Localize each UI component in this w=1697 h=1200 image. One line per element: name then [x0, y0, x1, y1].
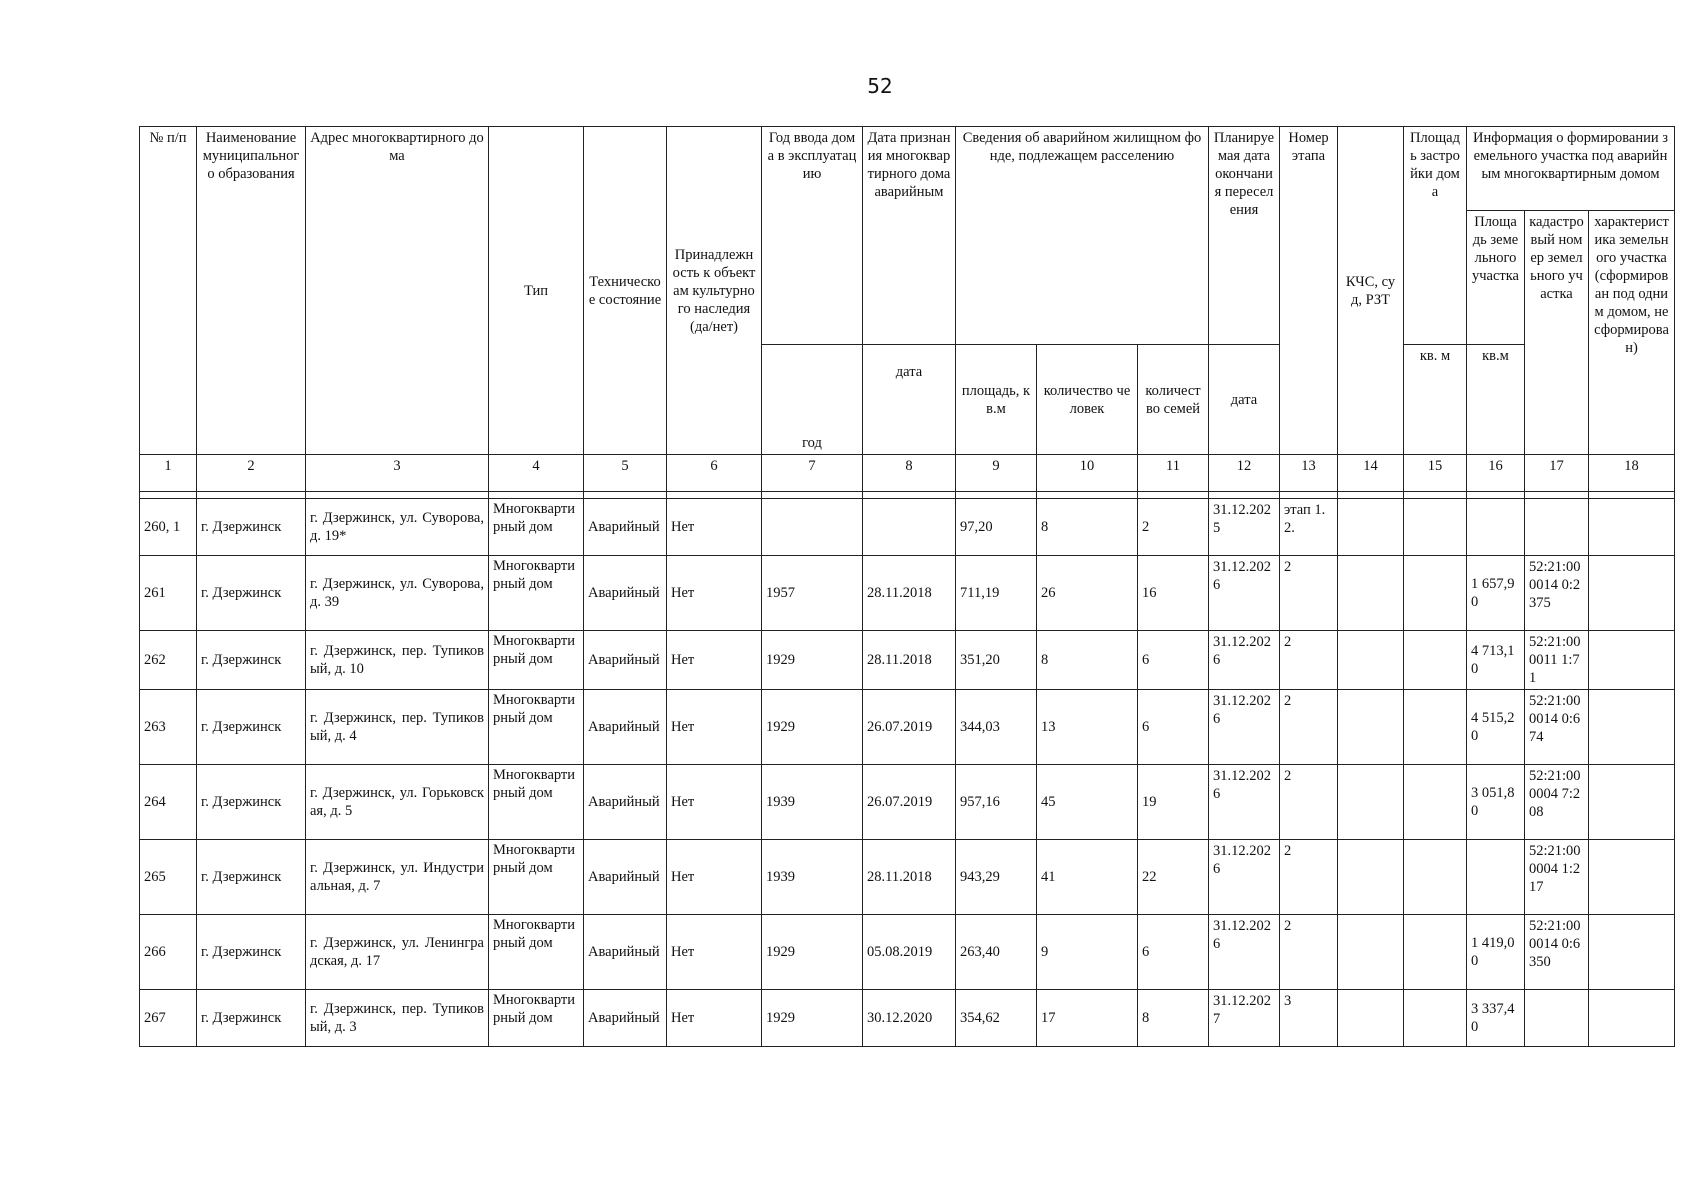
header-emergency-fund: Сведения об аварийном жилищном фонде, подлежащем расселению: [956, 127, 1209, 345]
cell-area: 943,29: [956, 840, 1037, 915]
cell-municipality: г. Дзержинск: [197, 915, 306, 990]
cell-tech-state: Аварийный: [584, 915, 667, 990]
cell-year: 1939: [762, 765, 863, 840]
cell-end-date: 31.12.2026: [1209, 556, 1280, 631]
cell-number: 263: [140, 690, 197, 765]
cell-heritage: Нет: [667, 915, 762, 990]
column-number: 5: [584, 455, 667, 492]
column-number: 2: [197, 455, 306, 492]
header-type: Тип: [489, 127, 584, 455]
cell-stage: этап 1.2.: [1280, 499, 1338, 556]
subheader-people: количество человек: [1037, 345, 1138, 455]
header-kchs: КЧС, суд, РЗТ: [1338, 127, 1404, 455]
cell-area: 351,20: [956, 631, 1037, 690]
cell-heritage: Нет: [667, 631, 762, 690]
cell-number: 260, 1: [140, 499, 197, 556]
subheader-end-date: дата: [1209, 345, 1280, 455]
cell-land-area: [1467, 499, 1525, 556]
header-tech-state: Техническое состояние: [584, 127, 667, 455]
cell-year: 1929: [762, 631, 863, 690]
header-number: № п/п: [140, 127, 197, 455]
cell-municipality: г. Дзержинск: [197, 556, 306, 631]
cell-tech-state: Аварийный: [584, 690, 667, 765]
header-building-area: Площадь застройки дома: [1404, 127, 1467, 345]
header-emergency-date: Дата признания многоквартирного дома аварийным: [863, 127, 956, 345]
cell-land-area: [1467, 840, 1525, 915]
cell-area: 263,40: [956, 915, 1037, 990]
cell-area: 354,62: [956, 990, 1037, 1047]
cell-municipality: г. Дзержинск: [197, 990, 306, 1047]
cell-land-area: 1 419,00: [1467, 915, 1525, 990]
cell-land-area: 3 337,40: [1467, 990, 1525, 1047]
cell-year: 1957: [762, 556, 863, 631]
cell-kchs: [1338, 840, 1404, 915]
header-cadastre: кадастровый номер земельного участка: [1525, 211, 1589, 455]
cell-land-characteristic: [1589, 915, 1675, 990]
cell-end-date: 31.12.2027: [1209, 990, 1280, 1047]
cell-stage: 2: [1280, 631, 1338, 690]
cell-building-area: [1404, 631, 1467, 690]
cell-area: 957,16: [956, 765, 1037, 840]
cell-type: Многоквартирный дом: [489, 631, 584, 690]
cell-emergency-date: 05.08.2019: [863, 915, 956, 990]
cell-land-area: 3 051,80: [1467, 765, 1525, 840]
cell-people: 13: [1037, 690, 1138, 765]
cell-number: 265: [140, 840, 197, 915]
table-row: [140, 840, 1675, 915]
cell-type: Многоквартирный дом: [489, 690, 584, 765]
cell-building-area: [1404, 690, 1467, 765]
cell-land-area: 1 657,90: [1467, 556, 1525, 631]
cell-tech-state: Аварийный: [584, 765, 667, 840]
cell-heritage: Нет: [667, 990, 762, 1047]
cell-cadastre: 52:21:000014 0:2375: [1525, 556, 1589, 631]
header-land-characteristic: характеристика земельного участка (сформирован под одним домом, не сформирован): [1589, 211, 1675, 455]
cell-address: г. Дзержинск, пер. Тупиковый, д. 4: [306, 690, 489, 765]
cell-end-date: 31.12.2026: [1209, 631, 1280, 690]
cell-land-characteristic: [1589, 765, 1675, 840]
cell-building-area: [1404, 915, 1467, 990]
cell-kchs: [1338, 765, 1404, 840]
cell-people: 8: [1037, 631, 1138, 690]
cell-families: 6: [1138, 690, 1209, 765]
subheader-land-area-unit: кв.м: [1467, 345, 1525, 455]
header-address: Адрес многоквартирного дома: [306, 127, 489, 455]
table-row: [140, 765, 1675, 840]
cell-people: 8: [1037, 499, 1138, 556]
cell-people: 45: [1037, 765, 1138, 840]
cell-year: 1939: [762, 840, 863, 915]
cell-number: 264: [140, 765, 197, 840]
cell-year: [762, 499, 863, 556]
subheader-date: дата: [863, 345, 956, 455]
column-number: 1: [140, 455, 197, 492]
header-heritage: Принадлежность к объектам культурного наследия (да/нет): [667, 127, 762, 455]
cell-cadastre: [1525, 990, 1589, 1047]
cell-cadastre: 52:21:000014 0:6350: [1525, 915, 1589, 990]
table-row: [140, 915, 1675, 990]
cell-kchs: [1338, 915, 1404, 990]
column-number: 12: [1209, 455, 1280, 492]
cell-address: г. Дзержинск, ул. Суворова, д. 39: [306, 556, 489, 631]
cell-heritage: Нет: [667, 690, 762, 765]
cell-tech-state: Аварийный: [584, 499, 667, 556]
cell-stage: 2: [1280, 915, 1338, 990]
cell-end-date: 31.12.2025: [1209, 499, 1280, 556]
cell-emergency-date: 28.11.2018: [863, 556, 956, 631]
cell-land-area: 4 713,10: [1467, 631, 1525, 690]
cell-emergency-date: 26.07.2019: [863, 690, 956, 765]
column-numbers-row: [140, 455, 1675, 492]
table-body: [140, 499, 1675, 1047]
cell-municipality: г. Дзержинск: [197, 690, 306, 765]
cell-type: Многоквартирный дом: [489, 915, 584, 990]
cell-families: 2: [1138, 499, 1209, 556]
header-stage: Номер этапа: [1280, 127, 1338, 455]
cell-emergency-date: 26.07.2019: [863, 765, 956, 840]
cell-address: г. Дзержинск, пер. Тупиковый, д. 3: [306, 990, 489, 1047]
column-number: 10: [1037, 455, 1138, 492]
cell-type: Многоквартирный дом: [489, 765, 584, 840]
cell-land-characteristic: [1589, 840, 1675, 915]
column-number: 8: [863, 455, 956, 492]
cell-address: г. Дзержинск, ул. Ленинградская, д. 17: [306, 915, 489, 990]
cell-tech-state: Аварийный: [584, 840, 667, 915]
cell-municipality: г. Дзержинск: [197, 499, 306, 556]
cell-end-date: 31.12.2026: [1209, 765, 1280, 840]
cell-building-area: [1404, 556, 1467, 631]
spacer-row: [140, 492, 1675, 499]
cell-tech-state: Аварийный: [584, 556, 667, 631]
cell-address: г. Дзержинск, ул. Индустриальная, д. 7: [306, 840, 489, 915]
cell-building-area: [1404, 765, 1467, 840]
cell-emergency-date: 28.11.2018: [863, 840, 956, 915]
cell-families: 22: [1138, 840, 1209, 915]
cell-building-area: [1404, 499, 1467, 556]
subheader-families: количество семей: [1138, 345, 1209, 455]
cell-stage: 3: [1280, 990, 1338, 1047]
cell-families: 6: [1138, 915, 1209, 990]
cell-land-characteristic: [1589, 556, 1675, 631]
cell-heritage: Нет: [667, 556, 762, 631]
cell-kchs: [1338, 990, 1404, 1047]
cell-emergency-date: 30.12.2020: [863, 990, 956, 1047]
emergency-housing-table: [139, 126, 1675, 1047]
cell-year: 1929: [762, 915, 863, 990]
cell-emergency-date: 28.11.2018: [863, 631, 956, 690]
cell-kchs: [1338, 556, 1404, 631]
cell-address: г. Дзержинск, пер. Тупиковый, д. 10: [306, 631, 489, 690]
cell-heritage: Нет: [667, 840, 762, 915]
cell-tech-state: Аварийный: [584, 990, 667, 1047]
cell-building-area: [1404, 990, 1467, 1047]
subheader-building-area-unit: кв. м: [1404, 345, 1467, 455]
cell-year: 1929: [762, 690, 863, 765]
cell-area: 711,19: [956, 556, 1037, 631]
cell-people: 17: [1037, 990, 1138, 1047]
cell-cadastre: 52:21:000014 0:674: [1525, 690, 1589, 765]
cell-cadastre: 52:21:000004 1:217: [1525, 840, 1589, 915]
cell-type: Многоквартирный дом: [489, 990, 584, 1047]
cell-type: Многоквартирный дом: [489, 840, 584, 915]
cell-stage: 2: [1280, 556, 1338, 631]
column-number: 13: [1280, 455, 1338, 492]
cell-end-date: 31.12.2026: [1209, 915, 1280, 990]
cell-stage: 2: [1280, 765, 1338, 840]
cell-stage: 2: [1280, 840, 1338, 915]
header-land-area: Площадь земельного участка: [1467, 211, 1525, 345]
cell-area: 97,20: [956, 499, 1037, 556]
page-number: 52: [867, 74, 893, 98]
cell-building-area: [1404, 840, 1467, 915]
cell-address: г. Дзержинск, ул. Горьковская, д. 5: [306, 765, 489, 840]
column-number: 16: [1467, 455, 1525, 492]
cell-municipality: г. Дзержинск: [197, 765, 306, 840]
cell-type: Многоквартирный дом: [489, 499, 584, 556]
column-number: 3: [306, 455, 489, 492]
column-number: 14: [1338, 455, 1404, 492]
cell-cadastre: [1525, 499, 1589, 556]
header-planned-end: Планируемая дата окончания переселения: [1209, 127, 1280, 345]
cell-kchs: [1338, 631, 1404, 690]
cell-heritage: Нет: [667, 499, 762, 556]
column-number: 6: [667, 455, 762, 492]
table-row: [140, 499, 1675, 556]
cell-families: 19: [1138, 765, 1209, 840]
cell-land-characteristic: [1589, 631, 1675, 690]
column-number: 18: [1589, 455, 1675, 492]
cell-area: 344,03: [956, 690, 1037, 765]
cell-land-characteristic: [1589, 990, 1675, 1047]
cell-heritage: Нет: [667, 765, 762, 840]
cell-municipality: г. Дзержинск: [197, 840, 306, 915]
table-row: [140, 556, 1675, 631]
table-row: [140, 990, 1675, 1047]
cell-number: 262: [140, 631, 197, 690]
header-municipality: Наименование муниципального образования: [197, 127, 306, 455]
cell-land-characteristic: [1589, 499, 1675, 556]
cell-people: 26: [1037, 556, 1138, 631]
cell-number: 261: [140, 556, 197, 631]
cell-land-area: 4 515,20: [1467, 690, 1525, 765]
cell-type: Многоквартирный дом: [489, 556, 584, 631]
cell-kchs: [1338, 690, 1404, 765]
cell-families: 8: [1138, 990, 1209, 1047]
column-number: 11: [1138, 455, 1209, 492]
cell-stage: 2: [1280, 690, 1338, 765]
column-number: 7: [762, 455, 863, 492]
column-number: 17: [1525, 455, 1589, 492]
cell-end-date: 31.12.2026: [1209, 690, 1280, 765]
cell-families: 16: [1138, 556, 1209, 631]
table-row: [140, 631, 1675, 690]
cell-cadastre: 52:21:000011 1:71: [1525, 631, 1589, 690]
subheader-year: год: [762, 345, 863, 455]
column-number: 4: [489, 455, 584, 492]
cell-people: 9: [1037, 915, 1138, 990]
table-row: [140, 690, 1675, 765]
cell-tech-state: Аварийный: [584, 631, 667, 690]
cell-municipality: г. Дзержинск: [197, 631, 306, 690]
header-year-commissioned: Год ввода дома в эксплуатацию: [762, 127, 863, 345]
cell-year: 1929: [762, 990, 863, 1047]
header-land-info: Информация о формировании земельного участка под аварийным многоквартирным домом: [1467, 127, 1675, 211]
column-number: 9: [956, 455, 1037, 492]
cell-people: 41: [1037, 840, 1138, 915]
cell-kchs: [1338, 499, 1404, 556]
column-number: 15: [1404, 455, 1467, 492]
cell-families: 6: [1138, 631, 1209, 690]
subheader-area: площадь, кв.м: [956, 345, 1037, 455]
cell-emergency-date: [863, 499, 956, 556]
cell-address: г. Дзержинск, ул. Суворова, д. 19*: [306, 499, 489, 556]
cell-end-date: 31.12.2026: [1209, 840, 1280, 915]
cell-number: 267: [140, 990, 197, 1047]
cell-cadastre: 52:21:000004 7:208: [1525, 765, 1589, 840]
cell-number: 266: [140, 915, 197, 990]
cell-land-characteristic: [1589, 690, 1675, 765]
